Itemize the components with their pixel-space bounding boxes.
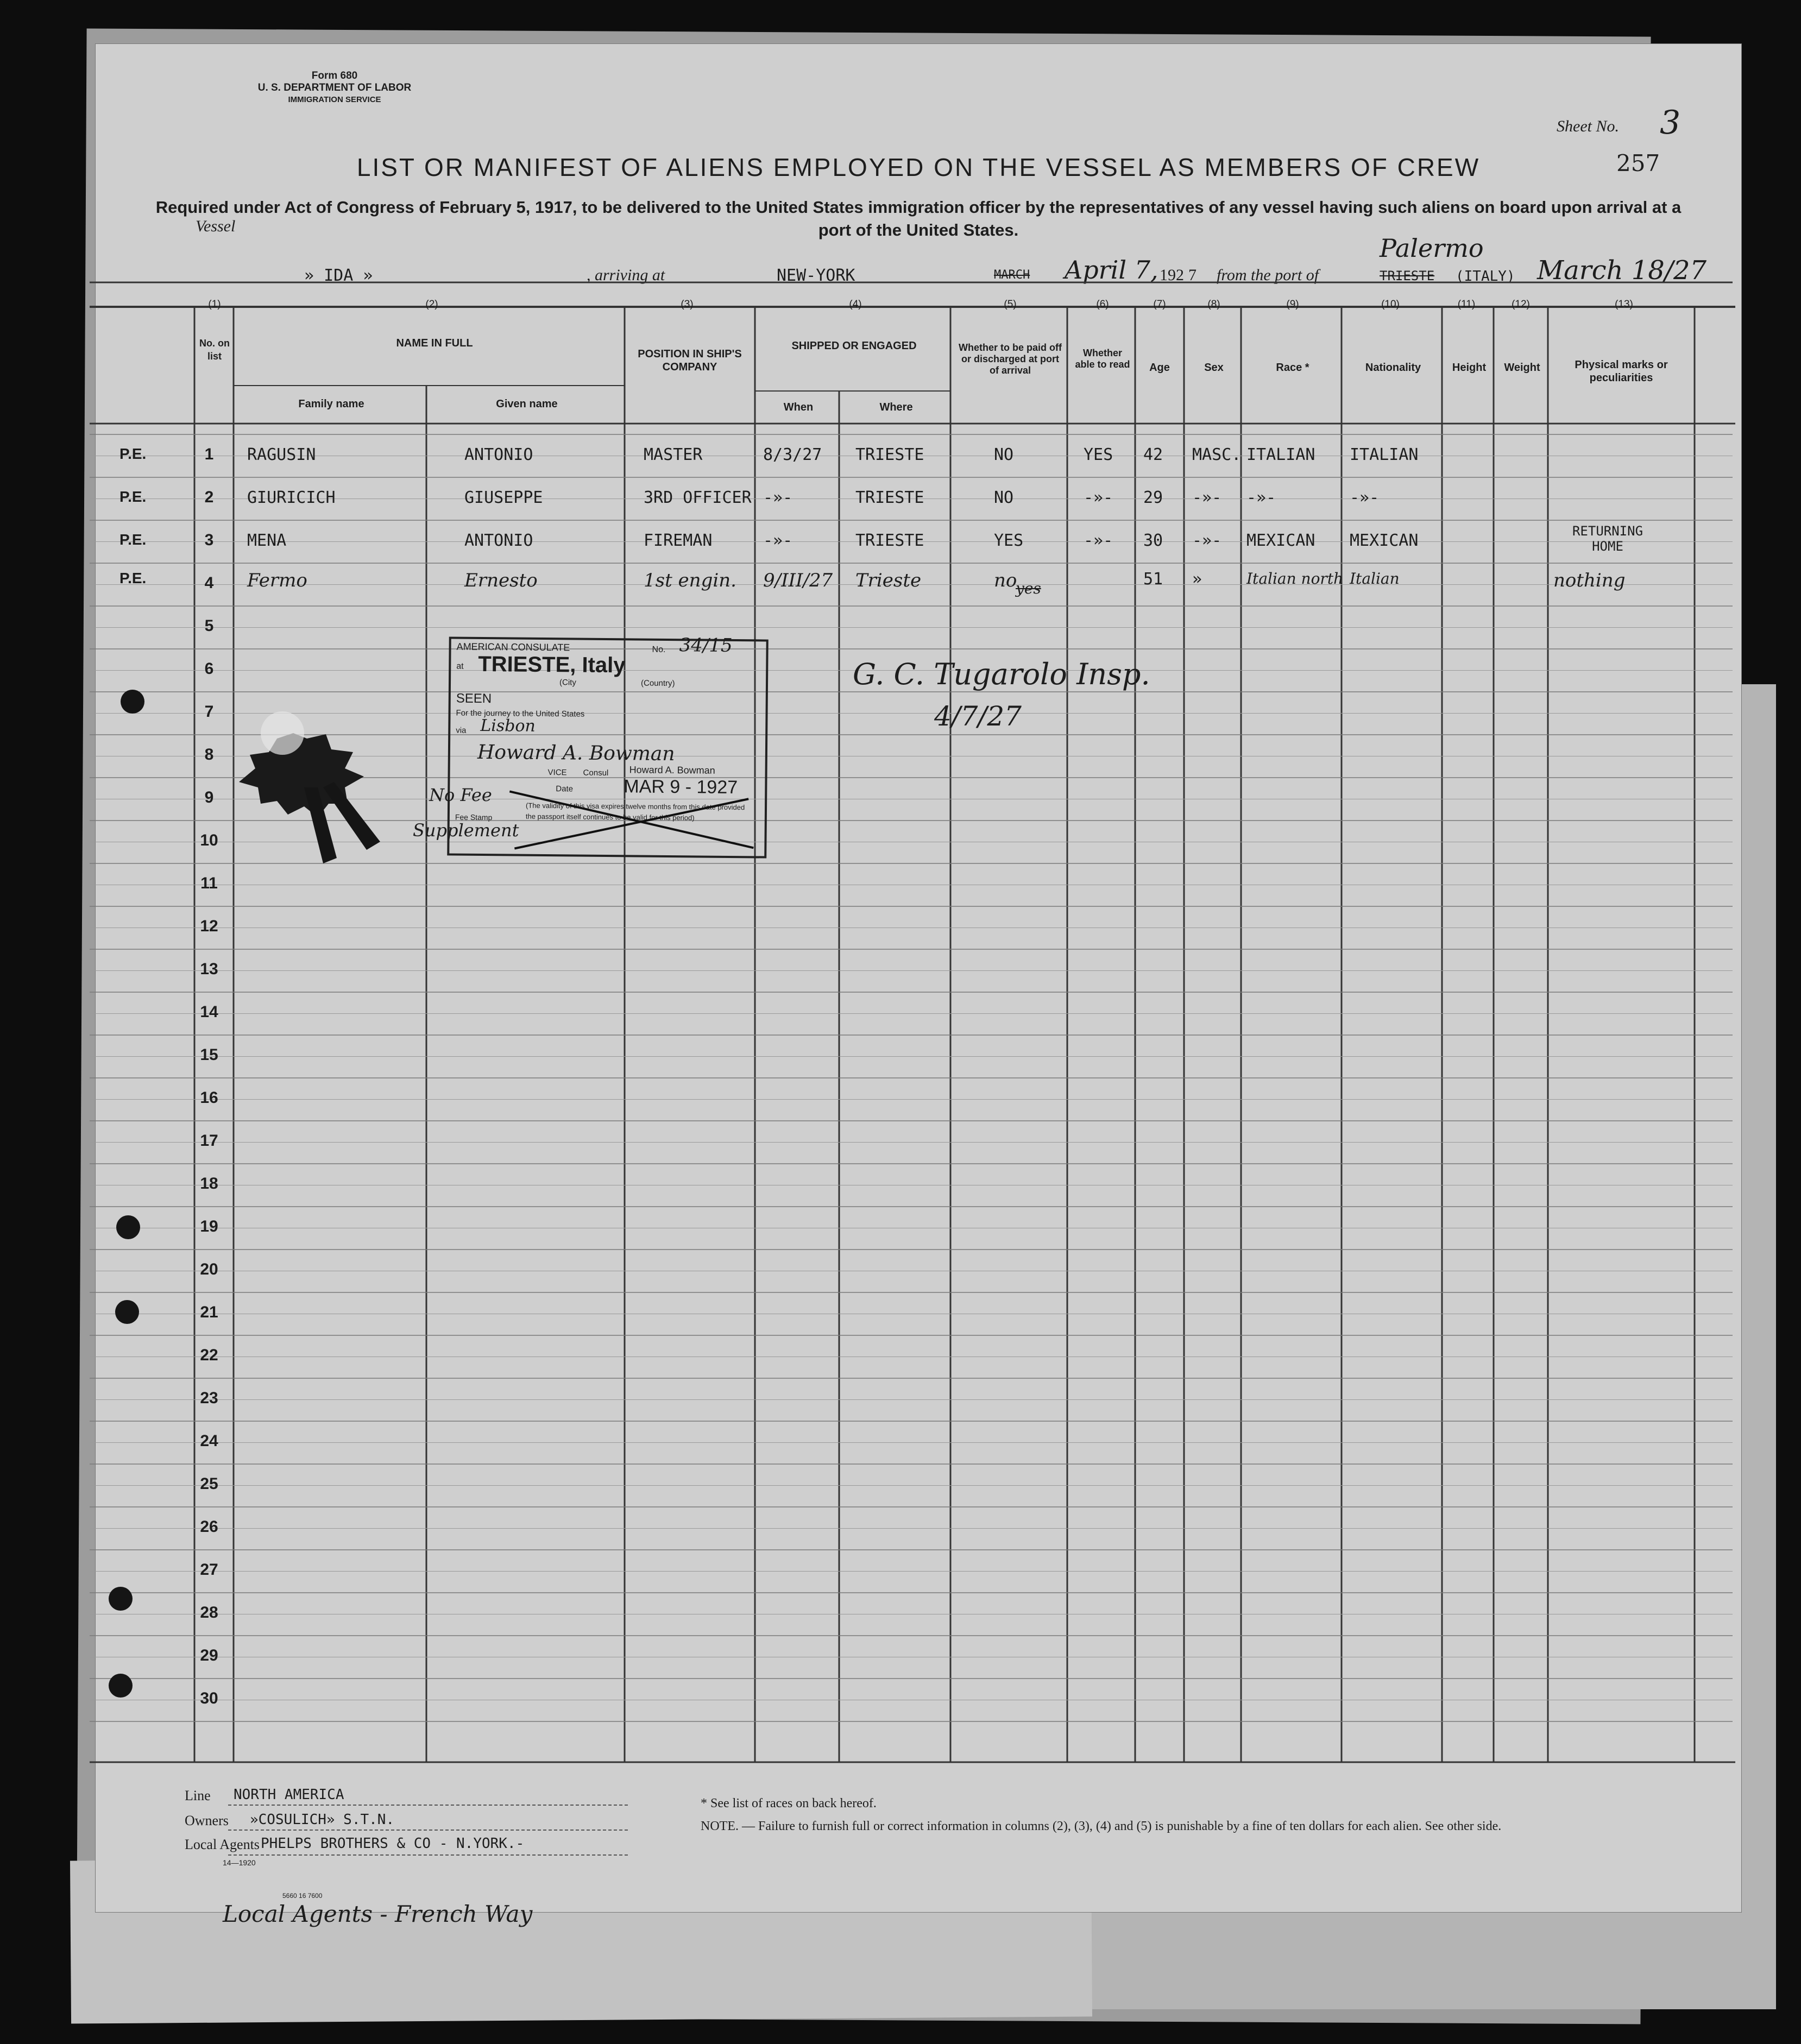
row-number: 26 <box>200 1518 218 1536</box>
nationality-cell: MEXICAN <box>1350 531 1419 550</box>
row-number: 21 <box>200 1303 218 1321</box>
col-num-12: (12) <box>1512 299 1530 310</box>
given-name-cell: GIUSEPPE <box>464 488 543 507</box>
race-cell: Italian north <box>1246 570 1344 588</box>
row-number: 28 <box>200 1604 218 1622</box>
row-number: 16 <box>200 1089 218 1107</box>
col-num-6: (6) <box>1096 299 1109 310</box>
page-subtitle: Required under Act of Congress of February 5, 1917, to be delivered to the United States immigration officer by the representatives of any vessel having such aliens on board upon arrival at a port of the United States. <box>155 198 1682 239</box>
sheet-number: 3 <box>1660 104 1681 142</box>
stamp-number: 257 <box>1616 150 1660 176</box>
stamp-seen: SEEN <box>456 691 492 706</box>
family-name-cell: GIURICICH <box>247 488 336 507</box>
read-cell: YES <box>1084 445 1113 464</box>
row-number: 1 <box>204 445 214 463</box>
col-header-position: POSITION IN SHIP'S COMPANY <box>638 348 742 373</box>
col-header-height: Height <box>1452 362 1487 374</box>
col-num-1: (1) <box>208 299 221 310</box>
given-name-cell: ANTONIO <box>464 531 533 550</box>
position-cell: 1st engin. <box>644 570 736 591</box>
paid-off-cell: NO <box>994 445 1014 464</box>
col-num-11: (11) <box>1457 299 1476 310</box>
age-cell: 29 <box>1143 488 1163 507</box>
row-number: 23 <box>200 1389 218 1407</box>
read-cell: -»- <box>1084 531 1113 550</box>
row-number: 7 <box>204 703 214 721</box>
paid-off-cell: no <box>994 570 1017 591</box>
col-header-name: NAME IN FULL <box>396 337 473 349</box>
row-prefix: P.E. <box>119 445 147 462</box>
row-number: 20 <box>200 1260 218 1278</box>
officer-date: 4/7/27 <box>934 701 1022 732</box>
marks-cell: RETURNING HOME <box>1572 523 1643 554</box>
wax-seal-ribbon <box>201 701 380 863</box>
row-number: 22 <box>200 1346 218 1364</box>
sub-given-name: Given name <box>496 398 558 410</box>
position-cell: MASTER <box>644 445 703 464</box>
footer-underlines <box>228 1803 630 1857</box>
stamp-date-value: MAR 9 - 1927 <box>624 776 738 798</box>
row-number: 10 <box>200 831 218 849</box>
where-cell: TRIESTE <box>855 531 924 550</box>
departure-date: March 18/27 <box>1537 255 1707 286</box>
paid-off-cell: NO <box>994 488 1014 507</box>
punch-hole <box>109 1587 133 1611</box>
punch-hole <box>115 1300 139 1324</box>
where-cell: TRIESTE <box>855 445 924 464</box>
vessel-name: » IDA » <box>304 266 373 285</box>
punch-hole <box>121 690 144 714</box>
marks-cell: nothing <box>1553 570 1626 591</box>
nationality-cell: -»- <box>1350 488 1380 507</box>
print-code: 14—1920 <box>223 1858 256 1867</box>
row-number: 29 <box>200 1646 218 1664</box>
stamp-city: TRIESTE, Italy <box>478 652 626 678</box>
stamp-no-label: No. <box>652 645 666 654</box>
when-cell: -»- <box>763 531 793 550</box>
row-number: 27 <box>200 1561 218 1579</box>
sheet-label: Sheet No. <box>1557 117 1619 135</box>
sex-cell: » <box>1192 570 1202 589</box>
race-cell: ITALIAN <box>1246 445 1315 464</box>
from-port-label: from the port of <box>1217 266 1319 284</box>
col-num-9: (9) <box>1286 299 1299 310</box>
port-country: (ITALY) <box>1456 268 1515 285</box>
row-number: 11 <box>200 874 218 892</box>
stamp-date-label: Date <box>556 784 574 794</box>
col-num-3: (3) <box>681 299 694 310</box>
row-prefix: P.E. <box>119 488 147 505</box>
port-struck: TRIESTE <box>1380 268 1435 283</box>
col-num-10: (10) <box>1381 299 1400 310</box>
age-cell: 30 <box>1143 531 1163 550</box>
row-number: 6 <box>204 660 214 678</box>
row-number: 17 <box>200 1132 218 1150</box>
stamp-vice-label: VICE <box>547 768 567 778</box>
service-name: IMMIGRATION SERVICE <box>288 95 381 104</box>
vessel-label: Vessel <box>196 217 236 235</box>
arrival-date: April 7, <box>1065 255 1158 285</box>
when-cell: 9/III/27 <box>763 570 833 591</box>
races-note: * See list of races on back hereof. <box>701 1796 877 1810</box>
stamp-at-label: at <box>456 661 464 671</box>
row-number: 18 <box>200 1175 218 1193</box>
penalty-note: NOTE. — Failure to furnish full or correct information in columns (2), (3), (4) and (5) is punishable by a fine of ten dollars for each alien. See other side. <box>701 1819 1502 1833</box>
position-cell: FIREMAN <box>644 531 713 550</box>
bottom-handwritten: Local Agents - French Way <box>223 1901 533 1927</box>
given-name-cell: Ernesto <box>464 570 538 591</box>
given-name-cell: ANTONIO <box>464 445 533 464</box>
read-cell: -»- <box>1084 488 1113 507</box>
row-number: 15 <box>200 1046 218 1064</box>
col-header-read: Whether able to read <box>1075 348 1130 370</box>
stamp-heading: AMERICAN CONSULATE <box>456 641 570 653</box>
row-number: 14 <box>200 1003 218 1021</box>
col-num-5: (5) <box>1004 299 1017 310</box>
race-cell: -»- <box>1246 488 1276 507</box>
where-cell: TRIESTE <box>855 488 924 507</box>
col-header-age: Age <box>1149 362 1170 374</box>
col-header-paid-off: Whether to be paid off or discharged at port of arrival <box>959 342 1062 376</box>
column-lines <box>194 307 1695 1762</box>
arriving-label: , arriving at <box>587 266 665 284</box>
port-handwritten: Palermo <box>1380 234 1484 263</box>
page-title: LIST OR MANIFEST OF ALIENS EMPLOYED ON THE VESSEL AS MEMBERS OF CREW <box>356 153 1481 181</box>
when-cell: -»- <box>763 488 793 507</box>
col-num-7: (7) <box>1153 299 1166 310</box>
bottom-print-code: 5660 16 7600 <box>282 1892 323 1900</box>
family-name-cell: Fermo <box>247 570 307 591</box>
col-num-2: (2) <box>425 299 438 310</box>
col-header-weight: Weight <box>1504 362 1540 374</box>
punch-hole <box>116 1215 140 1239</box>
col-header-sex: Sex <box>1204 362 1224 374</box>
col-header-marks: Physical marks or peculiarities <box>1575 359 1668 384</box>
row-prefix: P.E. <box>119 570 147 586</box>
stamp-city-label: (City <box>559 678 576 687</box>
sub-when: When <box>783 401 814 413</box>
stamp-journey: For the journey to the United States <box>456 708 585 719</box>
agents-label: Local Agents <box>185 1837 260 1852</box>
position-cell: 3RD OFFICER <box>644 488 752 507</box>
date-struck: MARCH <box>994 268 1030 282</box>
family-name-cell: MENA <box>247 531 287 550</box>
row-number: 9 <box>204 788 214 806</box>
col-num-4: (4) <box>849 299 862 310</box>
col-header-no: No. on list <box>199 338 230 362</box>
col-num-13: (13) <box>1615 299 1633 310</box>
col-num-8: (8) <box>1207 299 1220 310</box>
where-cell: Trieste <box>855 570 922 591</box>
agents-value: PHELPS BROTHERS & CO - N.YORK.- <box>261 1835 525 1852</box>
row-number: 8 <box>204 746 214 764</box>
paid-off-struck-cell: yes <box>1016 579 1041 597</box>
age-cell: 51 <box>1143 570 1163 589</box>
age-cell: 42 <box>1143 445 1163 464</box>
owners-value: »COSULICH» S.T.N. <box>250 1812 395 1828</box>
row-number: 19 <box>200 1217 218 1235</box>
nationality-cell: Italian <box>1350 570 1400 588</box>
col-header-race: Race * <box>1276 362 1309 374</box>
fee-handwritten-2: Supplement <box>413 820 519 841</box>
nationality-cell: ITALIAN <box>1350 445 1419 464</box>
owners-label: Owners <box>185 1813 229 1828</box>
paid-off-cell: YES <box>994 531 1024 550</box>
row-number: 2 <box>204 488 214 506</box>
row-number: 4 <box>204 574 214 592</box>
sex-cell: -»- <box>1192 531 1222 550</box>
row-number: 13 <box>200 960 218 978</box>
line-label: Line <box>185 1788 211 1803</box>
family-name-cell: RAGUSIN <box>247 445 316 464</box>
sex-cell: -»- <box>1192 488 1222 507</box>
stamp-cross-mark <box>503 786 759 853</box>
punch-hole <box>109 1674 133 1698</box>
sub-where: Where <box>879 401 913 413</box>
stamp-signature: Howard A. Bowman <box>477 741 675 766</box>
stamp-via-label: via <box>456 726 467 735</box>
stamp-consul-name: Howard A. Bowman <box>629 764 715 776</box>
sub-family-name: Family name <box>298 398 364 410</box>
sex-cell: MASC. <box>1192 445 1242 464</box>
row-number: 24 <box>200 1432 218 1450</box>
stamp-fee-label: Fee Stamp <box>455 812 493 822</box>
row-number: 25 <box>200 1475 218 1493</box>
year-label: 192 <box>1160 266 1184 284</box>
stamp-no-value: 34/15 <box>679 634 733 657</box>
row-number: 5 <box>204 617 214 635</box>
officer-signature: G. C. Tugarolo Insp. <box>853 657 1150 691</box>
row-number: 30 <box>200 1689 218 1707</box>
col-header-nationality: Nationality <box>1365 362 1421 374</box>
department-name: U. S. DEPARTMENT OF LABOR <box>257 82 412 93</box>
row-prefix: P.E. <box>119 531 147 548</box>
when-cell: 8/3/27 <box>763 445 822 464</box>
stamp-via-value: Lisbon <box>480 716 536 736</box>
stamp-country-label: (Country) <box>640 678 675 689</box>
line-value: NORTH AMERICA <box>234 1787 344 1803</box>
row-number: 12 <box>200 917 218 935</box>
fee-handwritten: No Fee <box>429 785 492 805</box>
col-header-shipped: SHIPPED OR ENGAGED <box>791 340 917 352</box>
stamp-consul-label: Consul <box>583 768 609 778</box>
stamp-validity: (The validity of this visa expires twelve months from this date provided the passport itself continues to be valid for this period) <box>525 801 745 822</box>
arriving-port: NEW-YORK <box>777 266 855 285</box>
form-number: Form 680 <box>311 70 358 81</box>
race-cell: MEXICAN <box>1246 531 1315 550</box>
row-number: 3 <box>204 531 214 549</box>
year-value: 7 <box>1188 266 1197 284</box>
